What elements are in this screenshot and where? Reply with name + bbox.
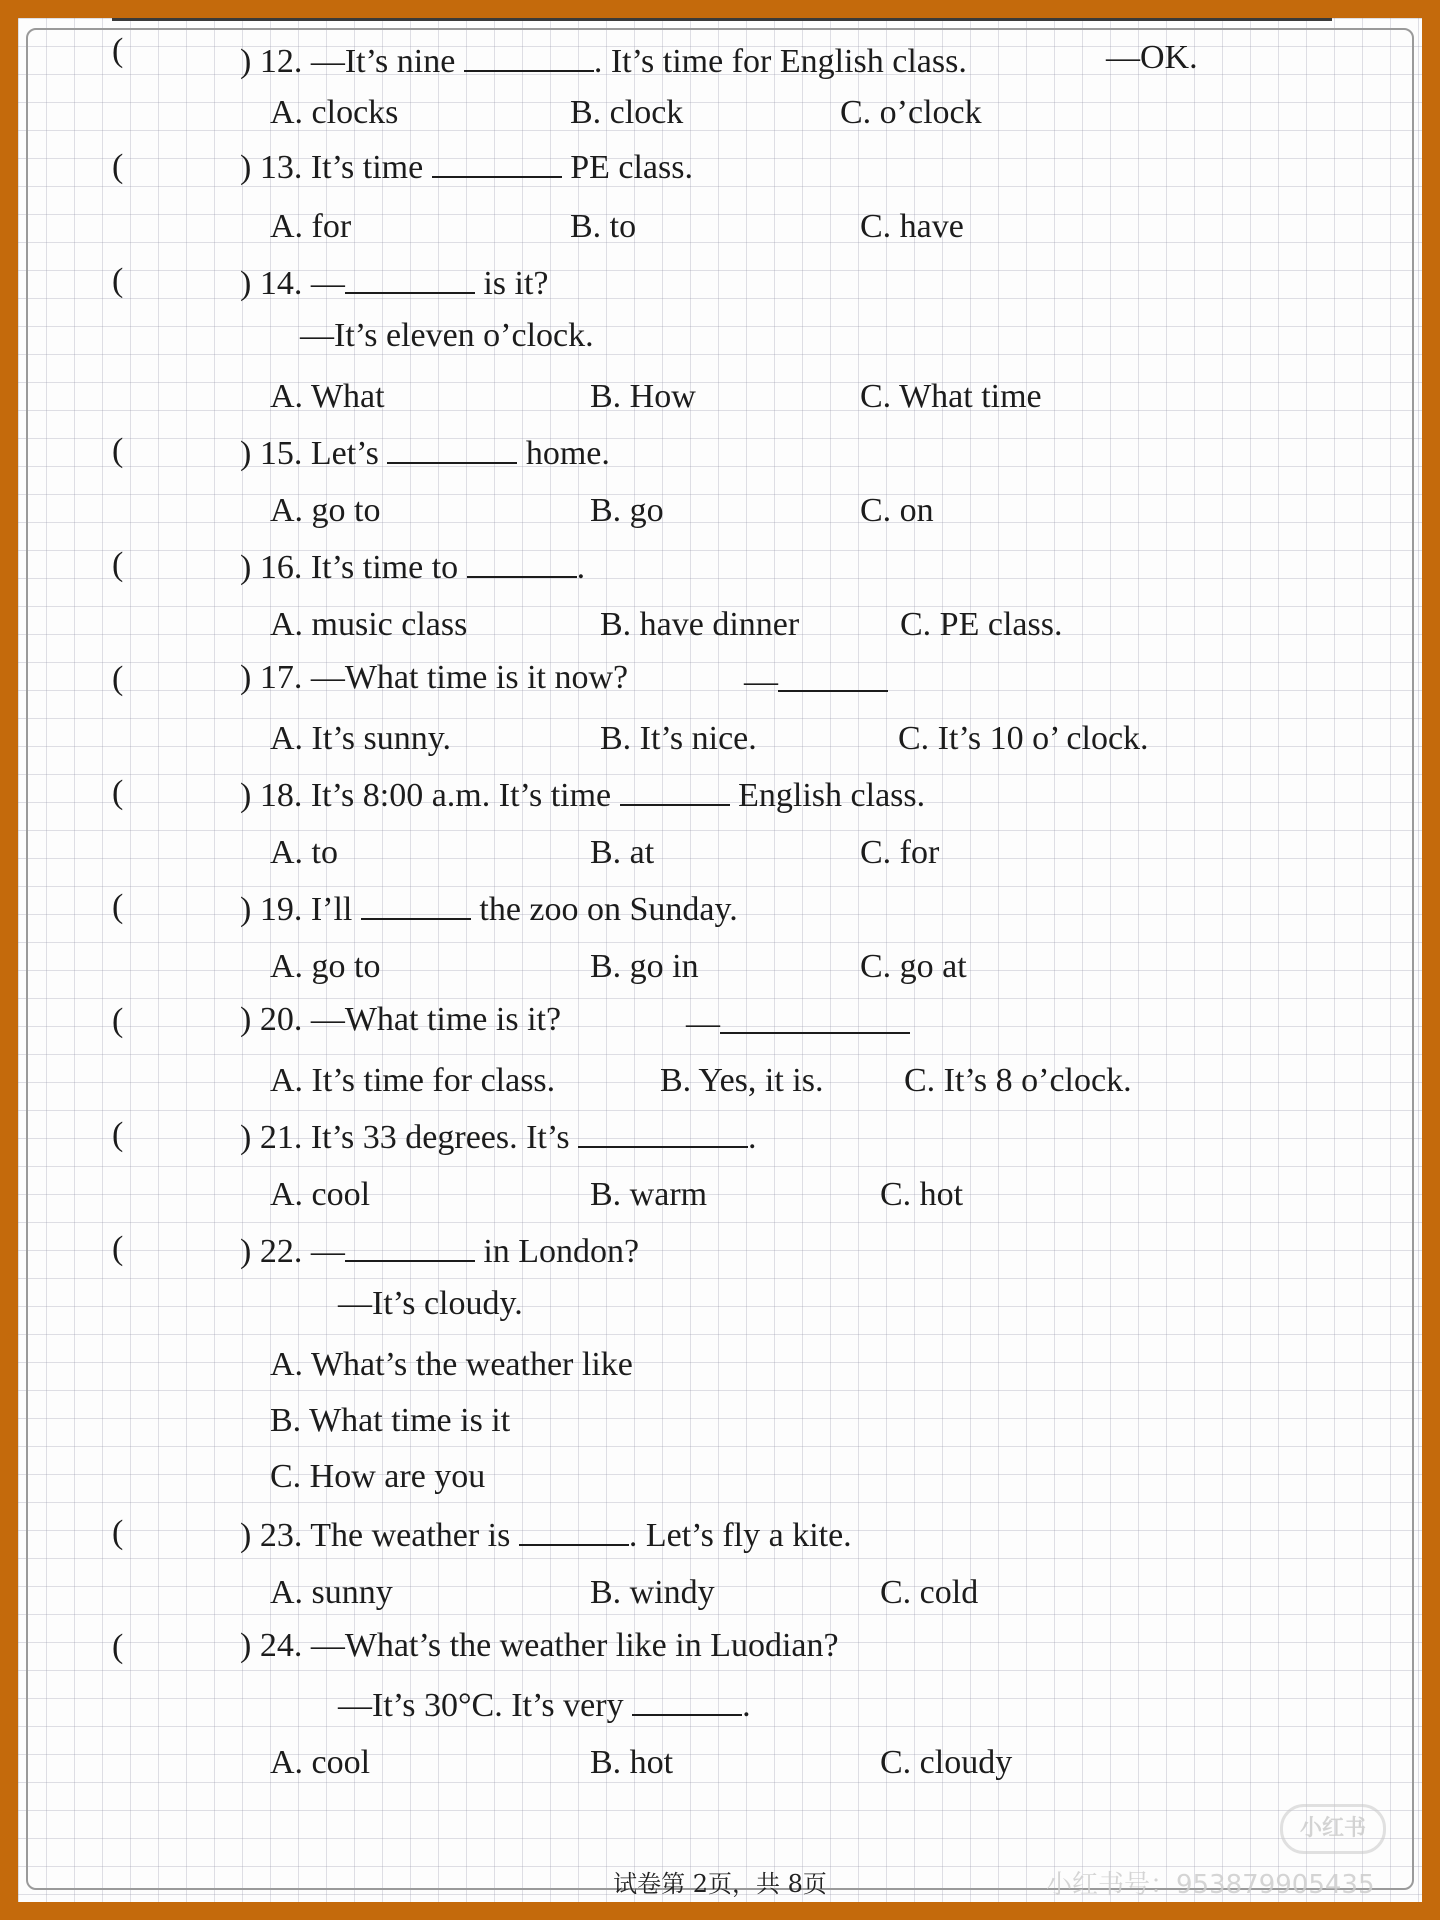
top-rule (112, 18, 1332, 21)
question-text: The weather is (310, 1517, 511, 1554)
answer-blank (387, 424, 517, 464)
question-21 (240, 1108, 757, 1160)
question-text: . Let’s fly a kite. (628, 1517, 852, 1554)
dialogue-text: . (742, 1687, 751, 1724)
question-text: — (310, 265, 345, 302)
question-19 (240, 880, 738, 932)
answer-paren-22: ( (112, 1230, 124, 1267)
answer-blank (632, 1676, 742, 1716)
option-21-a: A. cool (270, 1176, 371, 1213)
question-number: ) 14. (240, 265, 303, 302)
question-text: PE class. (570, 149, 693, 186)
question-15 (240, 424, 610, 476)
option-23-c: C. cold (880, 1574, 979, 1611)
page-footer: 试卷第 2页，共 8页 (613, 1870, 827, 1898)
question-text: It’s time to (310, 549, 459, 586)
option-21-c: C. hot (880, 1176, 964, 1213)
dialogue-22: —It’s cloudy. (338, 1285, 523, 1322)
option-17-c: C. It’s 10 o’ clock. (898, 720, 1149, 757)
option-24-c: C. cloudy (880, 1744, 1013, 1781)
question-number: ) 20. (240, 1001, 303, 1038)
question-14 (240, 254, 549, 306)
answer-blank (361, 880, 471, 920)
answer-paren-15: ( (112, 432, 124, 469)
answer-paren-23: ( (112, 1514, 124, 1551)
answer-paren-12: ( (112, 32, 124, 69)
watermark-logo: 小红书 (1280, 1804, 1386, 1854)
option-15-c: C. on (860, 492, 934, 529)
answer-paren-13: ( (112, 148, 124, 185)
option-15-b: B. go (590, 492, 664, 529)
dash: — (744, 663, 778, 700)
option-13-c: C. have (860, 208, 964, 245)
question-13 (240, 138, 693, 190)
answer-blank (778, 652, 888, 692)
question-24 (240, 1620, 839, 1672)
answer-blank (345, 1222, 475, 1262)
worksheet-page (18, 18, 1422, 1902)
option-19-b: B. go in (590, 948, 699, 985)
watermark-text: 小红书号：953879905435 (1046, 1870, 1375, 1900)
question-text: —What time is it now? (310, 659, 629, 696)
answer-paren-17: ( (112, 660, 124, 697)
question-number: ) 12. (240, 43, 303, 80)
option-19-c: C. go at (860, 948, 967, 985)
question-text: —It’s nine (310, 43, 456, 80)
answer-paren-20: ( (112, 1002, 124, 1039)
option-15-a: A. go to (270, 492, 381, 529)
option-14-a: A. What (270, 378, 385, 415)
option-14-c: C. What time (860, 378, 1042, 415)
option-16-b: B. have dinner (600, 606, 800, 643)
option-14-b: B. How (590, 378, 696, 415)
question-text: . (576, 549, 586, 586)
option-19-a: A. go to (270, 948, 381, 985)
option-23-b: B. windy (590, 1574, 715, 1611)
question-text: I’ll (310, 891, 353, 928)
question-number: ) 19. (240, 891, 303, 928)
question-20 (240, 994, 561, 1046)
question-12 (240, 32, 967, 84)
question-number: ) 17. (240, 659, 303, 696)
answer-blank (464, 32, 594, 72)
answer-blank (345, 254, 475, 294)
option-17-b: B. It’s nice. (600, 720, 757, 757)
question-text: English class. (738, 777, 926, 814)
question-text: . It’s time for English class. (593, 43, 967, 80)
option-21-b: B. warm (590, 1176, 708, 1213)
answer-paren-14: ( (112, 262, 124, 299)
option-20-c: C. It’s 8 o’clock. (904, 1062, 1132, 1099)
question-text: Let’s (310, 435, 379, 472)
question-text: It’s 33 degrees. It’s (310, 1119, 570, 1156)
option-13-b: B. to (570, 208, 637, 245)
option-20-a: A. It’s time for class. (270, 1062, 556, 1099)
question-text: —What’s the weather like in Luodian? (310, 1627, 839, 1664)
question-number: ) 18. (240, 777, 303, 814)
option-16-a: A. music class (270, 606, 468, 643)
question-18 (240, 766, 925, 818)
answer-paren-24: ( (112, 1628, 124, 1665)
dialogue-24 (338, 1676, 751, 1728)
option-16-c: C. PE class. (900, 606, 1063, 643)
question-number: ) 15. (240, 435, 303, 472)
option-13-a: A. for (270, 208, 352, 245)
question-text: —What time is it? (310, 1001, 562, 1038)
question-16 (240, 538, 585, 590)
question-text: It’s time (310, 149, 424, 186)
option-12-b: B. clock (570, 94, 684, 131)
answer-paren-21: ( (112, 1116, 124, 1153)
dialogue-14: —It’s eleven o’clock. (300, 317, 594, 354)
question-number: ) 21. (240, 1119, 303, 1156)
answer-paren-16: ( (112, 546, 124, 583)
option-24-b: B. hot (590, 1744, 674, 1781)
option-18-a: A. to (270, 834, 338, 871)
question-text: — (310, 1233, 345, 1270)
option-17-a: A. It’s sunny. (270, 720, 452, 757)
question-23 (240, 1506, 852, 1558)
dash: — (686, 1005, 720, 1042)
option-12-c: C. o’clock (840, 94, 982, 131)
answer-blank (519, 1506, 629, 1546)
answer-paren-19: ( (112, 888, 124, 925)
reply-12: —OK. (1106, 39, 1198, 76)
dialogue-text: —It’s 30°C. It’s very (338, 1687, 624, 1724)
answer-blank (467, 538, 577, 578)
page-frame (26, 28, 1414, 1890)
option-22-a: A. What’s the weather like (270, 1346, 633, 1383)
question-text: is it? (483, 265, 549, 302)
answer-blank (720, 994, 910, 1034)
question-17 (240, 652, 628, 704)
answer-blank (620, 766, 730, 806)
question-number: ) 13. (240, 149, 303, 186)
option-18-c: C. for (860, 834, 940, 871)
reply-17 (744, 652, 888, 704)
question-text: the zoo on Sunday. (479, 891, 738, 928)
option-23-a: A. sunny (270, 1574, 393, 1611)
answer-blank (432, 138, 562, 178)
question-number: ) 16. (240, 549, 303, 586)
answer-blank (578, 1108, 748, 1148)
question-number: ) 24. (240, 1627, 303, 1664)
option-18-b: B. at (590, 834, 655, 871)
option-24-a: A. cool (270, 1744, 371, 1781)
option-22-b: B. What time is it (270, 1402, 511, 1439)
question-text: in London? (483, 1233, 640, 1270)
question-text: home. (525, 435, 610, 472)
reply-20 (686, 994, 910, 1046)
option-20-b: B. Yes, it is. (660, 1062, 824, 1099)
option-12-a: A. clocks (270, 94, 399, 131)
question-text: It’s 8:00 a.m. It’s time (310, 777, 612, 814)
question-text: . (748, 1119, 757, 1156)
question-number: ) 23. (240, 1517, 303, 1554)
question-number: ) 22. (240, 1233, 303, 1270)
answer-paren-18: ( (112, 774, 124, 811)
question-22 (240, 1222, 639, 1274)
option-22-c: C. How are you (270, 1458, 486, 1495)
